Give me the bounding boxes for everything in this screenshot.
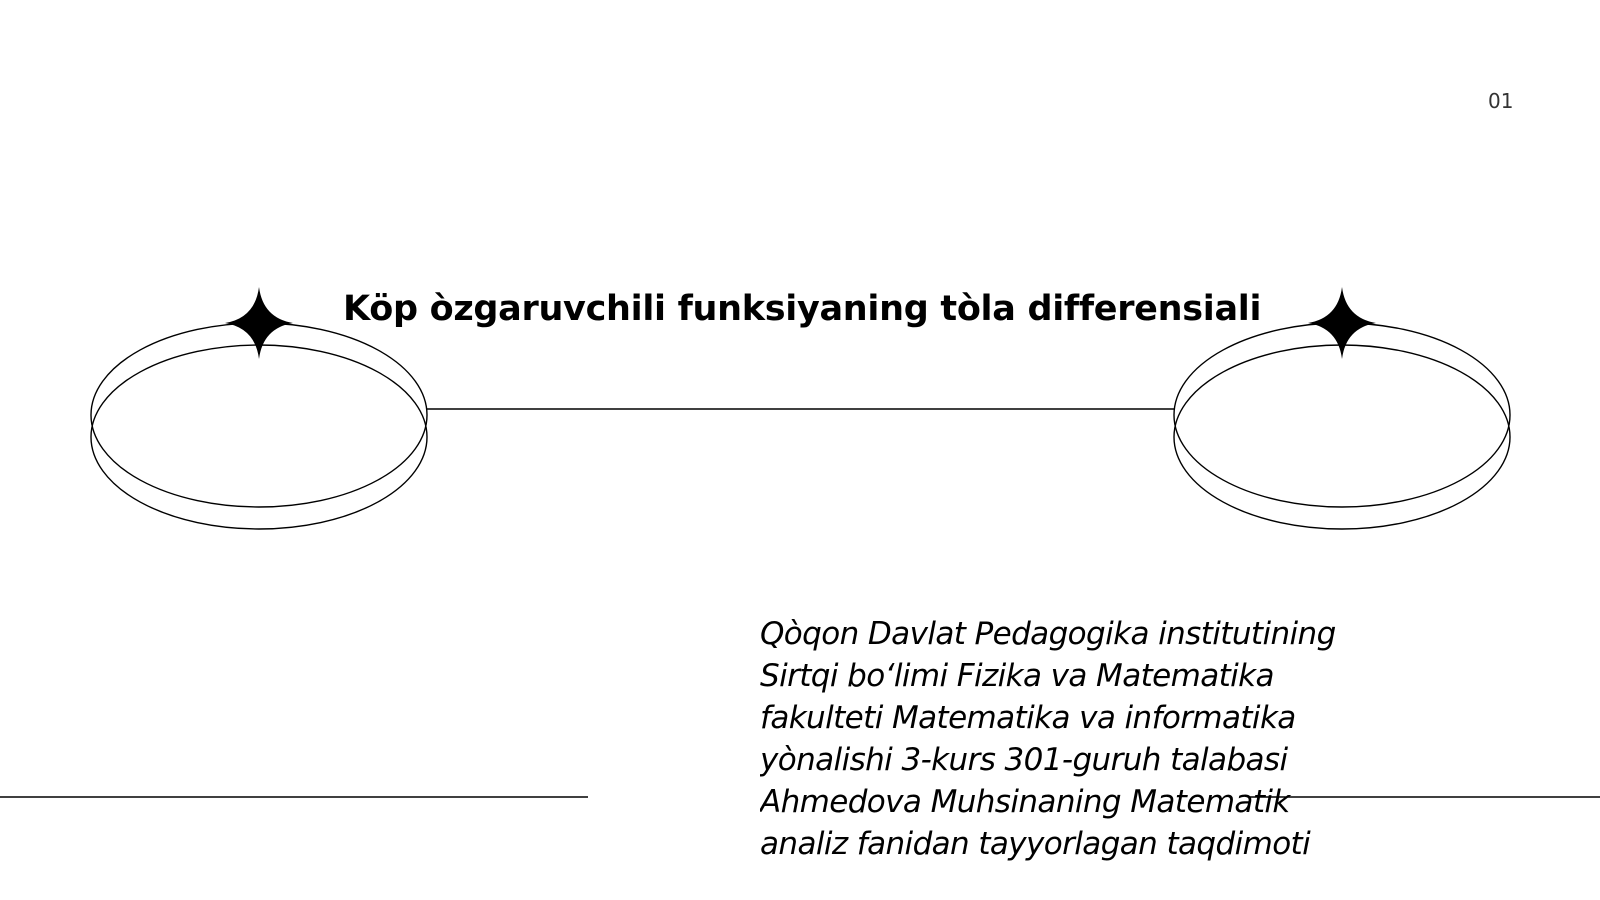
left-ring-bottom — [91, 345, 427, 529]
left-star-icon — [225, 287, 293, 359]
right-star-icon — [1308, 287, 1376, 359]
slide-subtitle: Qòqon Davlat Pedagogika institutining Sirtqi bo‘limi Fizika va Matematika fakulteti Matematika va informatika yònalishi 3-kurs 301-guruh talabasi Ahmedova Muhsinaning Matematik analiz fanidan tayyorlagan taqdimoti — [760, 616, 1336, 862]
right-ring-bottom — [1174, 345, 1510, 529]
page-number: 01 — [1488, 89, 1514, 113]
slide-title: Köp òzgaruvchili funksiyaning tòla differensiali — [343, 289, 1262, 329]
